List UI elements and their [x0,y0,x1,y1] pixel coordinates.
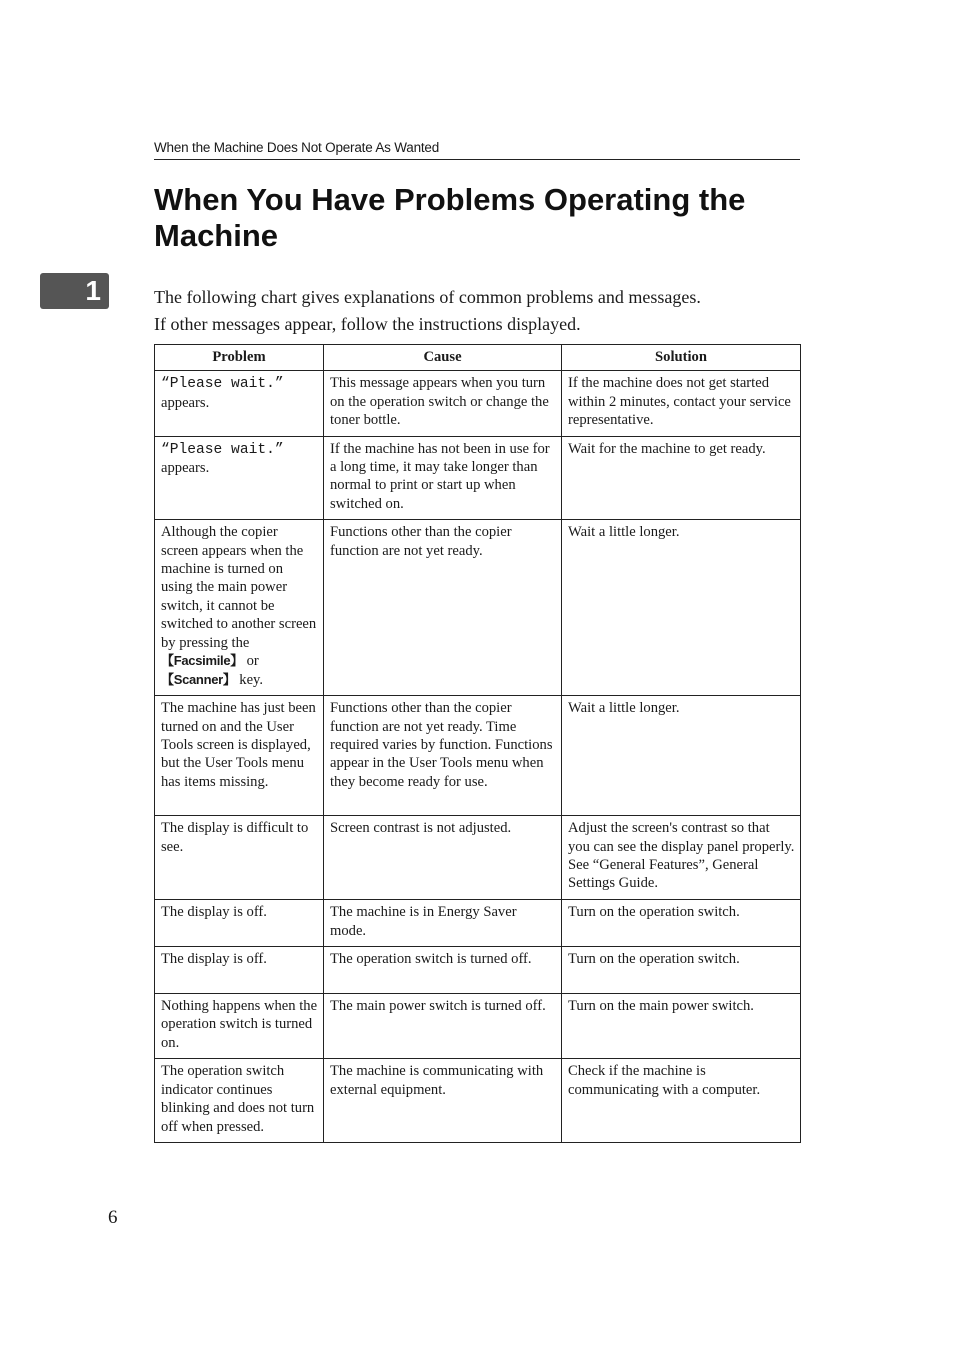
scanner-key-label: 【Scanner】 [161,671,236,687]
solution-cell: Wait a little longer. [562,520,801,696]
column-header-solution: Solution [562,345,801,371]
intro-line: The following chart gives explanations of common problems and messages. [154,287,701,307]
running-header: When the Machine Does Not Operate As Wanted [154,139,800,160]
table-row [155,436,801,520]
problem-cell: The display is off. [155,900,324,947]
solution-cell: Wait for the machine to get ready. [562,436,801,520]
cause-cell: Functions other than the copier function are not yet ready. Time required varies by function. Functions appear in the User Tools menu when they become ready for use. [324,696,562,816]
column-header-cause: Cause [324,345,562,371]
troubleshooting-table [154,344,801,1143]
problem-cell: The display is off. [155,947,324,994]
cause-cell: Screen contrast is not adjusted. [324,816,562,900]
cause-cell: If the machine has not been in use for a long time, it may take longer than normal to print or start up when switched on. [324,436,562,520]
problem-cell: The operation switch indicator continues blinking and does not turn off when pressed. [155,1059,324,1143]
problem-text: Although the copier screen appears when the machine is turned on using the main power switch, it cannot be switched to another screen by pressing the [161,524,317,651]
facsimile-key-label: 【Facsimile】 [161,653,243,669]
column-header-problem: Problem [155,345,324,371]
chapter-tab: 1 [40,273,109,309]
solution-cell: Wait a little longer. [562,696,801,816]
problem-text: appears. [161,394,210,411]
problem-cell: The display is difficult to see. [155,816,324,900]
intro-paragraph [154,284,814,338]
solution-cell: Turn on the operation switch. [562,900,801,947]
problem-cell [155,520,324,696]
solution-cell: Adjust the screen's contrast so that you can see the display panel properly. See “General Features”, General Settings Guide. [562,816,801,900]
table-row [155,520,801,696]
problem-text: key. [239,671,264,688]
table-row [155,371,801,436]
table-row [155,1059,801,1143]
intro-line: If other messages appear, follow the instructions displayed. [154,314,581,334]
problem-cell: Nothing happens when the operation switch is turned on. [155,994,324,1059]
solution-cell: Turn on the main power switch. [562,994,801,1059]
cause-cell: The machine is communicating with external equipment. [324,1059,562,1143]
message-code: “Please wait.” [161,441,284,458]
problem-text: or [246,653,259,670]
cause-cell: The main power switch is turned off. [324,994,562,1059]
problem-cell [155,436,324,520]
cause-cell: The machine is in Energy Saver mode. [324,900,562,947]
solution-cell: If the machine does not get started within 2 minutes, contact your service representative. [562,371,801,436]
table-row [155,696,801,816]
problem-cell: The machine has just been turned on and the User Tools screen is displayed, but the User Tools menu has items missing. [155,696,324,816]
table-header-row [155,345,801,371]
solution-cell: Turn on the operation switch. [562,947,801,994]
page-title: When You Have Problems Operating the Machine [154,182,746,253]
problem-cell [155,371,324,436]
table-row [155,994,801,1059]
message-code: “Please wait.” [161,376,284,393]
problem-text: appears. [161,460,210,477]
page-number: 6 [108,1207,118,1228]
cause-cell: Functions other than the copier function are not yet ready. [324,520,562,696]
table-row [155,900,801,947]
table-row [155,816,801,900]
solution-cell: Check if the machine is communicating with a computer. [562,1059,801,1143]
cause-cell: The operation switch is turned off. [324,947,562,994]
cause-cell: This message appears when you turn on the operation switch or change the toner bottle. [324,371,562,436]
table-row [155,947,801,994]
